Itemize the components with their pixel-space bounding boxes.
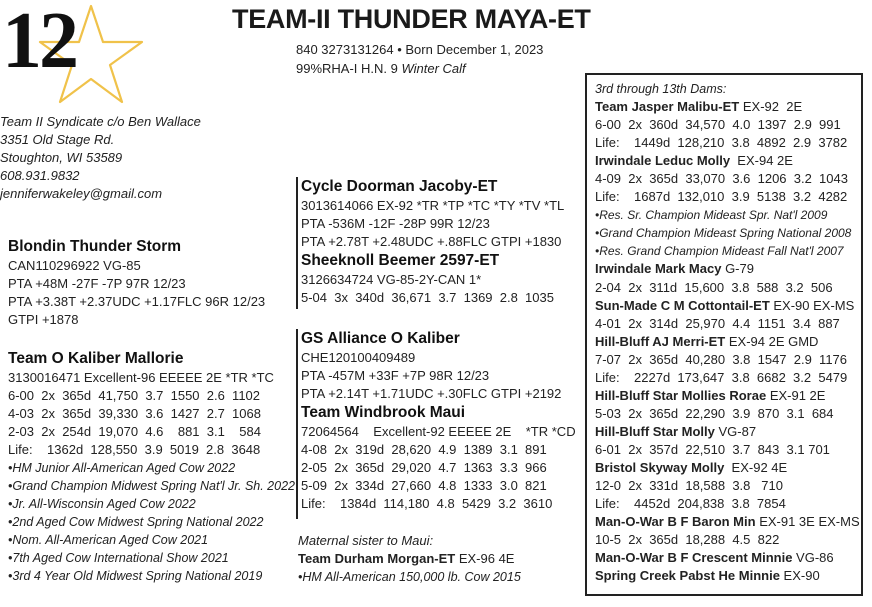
dam-name: Team O Kaliber Mallorie — [8, 350, 184, 367]
sires-sire-name: Cycle Doorman Jacoby-ET — [301, 178, 498, 195]
dams-list — [595, 98, 861, 585]
dam-entry-name — [595, 567, 861, 585]
dam-entry-record: 7-07 2x 365d 40,280 3.8 1547 2.9 1176 — [595, 351, 848, 367]
maternal-sister-block — [298, 532, 521, 586]
sire-side-bracket — [296, 177, 564, 309]
dam-entry-name-text: Team Jasper Malibu-ET — [595, 99, 740, 115]
dam-award: •Grand Champion Midwest Spring Nat'l Jr. Sh. 2022 — [8, 479, 295, 493]
dams-sire-line: PTA -457M +33F +7P 98R 12/23 — [301, 368, 490, 383]
maternal-sister-name: Team Durham Morgan-ET — [298, 551, 456, 566]
dam-entry-award: •Grand Champion Mideast Spring National 2008 — [595, 226, 852, 241]
dam-entry-record: 10-5 2x 365d 18,288 4.5 822 — [595, 532, 780, 548]
sires-dam-line: 3126634724 VG-85-2Y-CAN 1* — [301, 272, 482, 287]
dam-award: •3rd 4 Year Old Midwest Spring National 2019 — [8, 569, 263, 583]
dams-dam-line: 72064564 Excellent-92 EEEEE 2E *TR *CD — [301, 424, 576, 439]
dams-dam-record: 4-08 2x 319d 28,620 4.9 1389 3.1 891 — [301, 442, 547, 457]
dam-entry-classification: EX-92 4E — [724, 459, 788, 475]
dam-entry-name — [595, 260, 861, 278]
dam-award: •HM Junior All-American Aged Cow 2022 — [8, 461, 236, 475]
dam-entry-classification: G-79 — [721, 261, 754, 277]
maternal-sister-line — [298, 550, 521, 568]
dam-record: Life: 1362d 128,550 3.9 5019 2.8 3648 — [8, 442, 261, 457]
dams-dam-record: 5-09 2x 334d 27,660 4.8 1333 3.0 821 — [301, 478, 547, 493]
consignor-street: 3351 Old Stage Rd. — [0, 132, 115, 147]
dam-entry-name-text: Sun-Made C M Cottontail-ET — [595, 297, 770, 313]
dam-entry-record: 12-0 2x 331d 18,588 3.8 710 — [595, 478, 783, 494]
maternal-sister-label: Maternal sister to Maui: — [298, 533, 434, 548]
dam-entry-award: •Res. Grand Champion Mideast Fall Nat'l 2007 — [595, 244, 844, 259]
consignor-name: Team II Syndicate c/o Ben Wallace — [0, 114, 201, 129]
lot-number: 12 — [2, 0, 76, 85]
dam-entry-name — [595, 98, 861, 116]
dam-entry-classification: EX-90 — [779, 568, 820, 584]
dam-award: •Jr. All-Wisconsin Aged Cow 2022 — [8, 497, 196, 511]
sires-dam-line: 5-04 3x 340d 36,671 3.7 1369 2.8 1035 — [301, 290, 554, 305]
dam-record: 6-00 2x 365d 41,750 3.7 1550 2.6 1102 — [8, 388, 261, 403]
consignor-city: Stoughton, WI 53589 — [0, 150, 123, 165]
sire-name: Blondin Thunder Storm — [8, 238, 182, 255]
dam-entry-name-text: Hill-Bluff Star Molly — [595, 423, 715, 439]
sires-sire-line: PTA -536M -12F -28P 99R 12/23 — [301, 216, 490, 231]
dam-side-bracket — [296, 329, 576, 519]
dam-entry-name-text: Spring Creek Pabst He Minnie — [595, 568, 780, 584]
consignor-phone: 608.931.9832 — [0, 168, 80, 183]
dams-box-heading: 3rd through 13th Dams: — [595, 82, 727, 96]
dam-entry-record: Life: 4452d 204,838 3.8 7854 — [595, 496, 786, 512]
dam-entry-record: 6-01 2x 357d 22,510 3.7 843 3.1 701 — [595, 441, 830, 457]
registration-line1: 840 3273131264 • Born December 1, 2023 — [296, 42, 544, 57]
dams-sire-line: CHE120100409489 — [301, 350, 416, 365]
dam-entry-record: 4-01 2x 314d 25,970 4.4 1151 3.4 887 — [595, 315, 840, 331]
dam-entry-record: 5-03 2x 365d 22,290 3.9 870 3.1 684 — [595, 405, 834, 421]
dam-entry-record: Life: 1449d 128,210 3.8 4892 2.9 3782 — [595, 135, 848, 151]
registration-info — [296, 40, 543, 78]
dam-entry-classification: EX-90 EX-MS — [769, 297, 855, 313]
dam-entry-classification: VG-87 — [714, 423, 757, 439]
dam-entry-record: 6-00 2x 360d 34,570 4.0 1397 2.9 991 — [595, 117, 841, 133]
maternal-sister-award: •HM All-American 150,000 lb. Cow 2015 — [298, 570, 521, 584]
dam-entry-name — [595, 423, 861, 441]
sires-sire-line: 3013614066 EX-92 *TR *TP *TC *TY *TV *TL — [301, 198, 565, 213]
sire-line: PTA +48M -27F -7P 97R 12/23 — [8, 276, 186, 291]
dam-entry-classification: VG-86 — [792, 550, 834, 566]
dam-entry-record: 2-04 2x 311d 15,600 3.8 588 3.2 506 — [595, 279, 833, 295]
dams-dam-record: Life: 1384d 114,180 4.8 5429 3.2 3610 — [301, 496, 553, 511]
sire-block — [8, 237, 265, 329]
dam-entry-classification: EX-91 3E EX-MS — [755, 514, 860, 530]
dam-entry-record: Life: 2227d 173,647 3.8 6682 3.2 5479 — [595, 369, 848, 385]
dam-entry-name-text: Irwindale Leduc Molly — [595, 153, 731, 169]
dam-entry-classification: EX-94 2E GMD — [725, 333, 819, 349]
sires-dam-name: Sheeknoll Beemer 2597-ET — [301, 252, 500, 269]
dam-entry-classification: EX-92 2E — [739, 99, 803, 115]
dam-block — [8, 349, 295, 585]
registration-line2-prefix: 99%RHA-I H.N. 9 — [296, 61, 402, 76]
dam-entry-name-text: Irwindale Mark Macy — [595, 261, 722, 277]
dam-record: 2-03 2x 254d 19,070 4.6 881 3.1 584 — [8, 424, 261, 439]
dam-entry-name — [595, 513, 861, 531]
dam-entry-award: •Res. Sr. Champion Mideast Spr. Nat'l 2009 — [595, 208, 828, 223]
dam-award: •7th Aged Cow International Show 2021 — [8, 551, 229, 565]
dam-entry-name-text: Hill-Bluff Star Mollies Rorae — [595, 387, 767, 403]
extended-dams-box — [585, 73, 863, 596]
sire-line: CAN110296922 VG-85 — [8, 258, 141, 273]
dam-award: •2nd Aged Cow Midwest Spring National 2022 — [8, 515, 264, 529]
dam-entry-name — [595, 297, 861, 315]
maternal-sister-score: EX-96 4E — [455, 551, 515, 566]
dam-entry-name-text: Hill-Bluff AJ Merri-ET — [595, 333, 726, 349]
dam-entry-name-text: Bristol Skyway Molly — [595, 459, 725, 475]
dam-record: 4-03 2x 365d 39,330 3.6 1427 2.7 1068 — [8, 406, 261, 421]
calf-class: Winter Calf — [401, 61, 466, 76]
dam-entry-name-text: Man-O-War B F Crescent Minnie — [595, 550, 793, 566]
sire-line: PTA +3.38T +2.37UDC +1.17FLC 96R 12/23 — [8, 294, 266, 309]
animal-title: TEAM-II THUNDER MAYA-ET — [232, 4, 591, 34]
dams-sire-name: GS Alliance O Kaliber — [301, 330, 460, 347]
dam-entry-name — [595, 459, 861, 477]
dam-entry-classification: EX-91 2E — [766, 387, 826, 403]
dam-entry-name — [595, 333, 861, 351]
dam-entry-record: 4-09 2x 365d 33,070 3.6 1206 3.2 1043 — [595, 171, 848, 187]
dam-award: •Nom. All-American Aged Cow 2021 — [8, 533, 209, 547]
consignor-block — [0, 113, 201, 203]
dam-entry-record: Life: 1687d 132,010 3.9 5138 3.2 4282 — [595, 189, 848, 205]
dam-entry-name-text: Man-O-War B F Baron Min — [595, 514, 756, 530]
sire-line: GTPI +1878 — [8, 312, 79, 327]
lot-badge — [0, 0, 150, 110]
dam-entry-name — [595, 549, 861, 567]
sires-sire-line: PTA +2.78T +2.48UDC +.88FLC GTPI +1830 — [301, 234, 562, 249]
consignor-email: jenniferwakeley@gmail.com — [0, 186, 163, 201]
dam-entry-name — [595, 152, 861, 170]
registration-line2 — [296, 59, 543, 78]
dam-id-line: 3130016471 Excellent-96 EEEEE 2E *TR *TC — [8, 370, 274, 385]
dam-entry-name — [595, 387, 861, 405]
dams-dam-name: Team Windbrook Maui — [301, 404, 466, 421]
dam-entry-classification: EX-94 2E — [730, 153, 793, 169]
dams-dam-record: 2-05 2x 365d 29,020 4.7 1363 3.3 966 — [301, 460, 547, 475]
dams-sire-line: PTA +2.14T +1.71UDC +.30FLC GTPI +2192 — [301, 386, 562, 401]
